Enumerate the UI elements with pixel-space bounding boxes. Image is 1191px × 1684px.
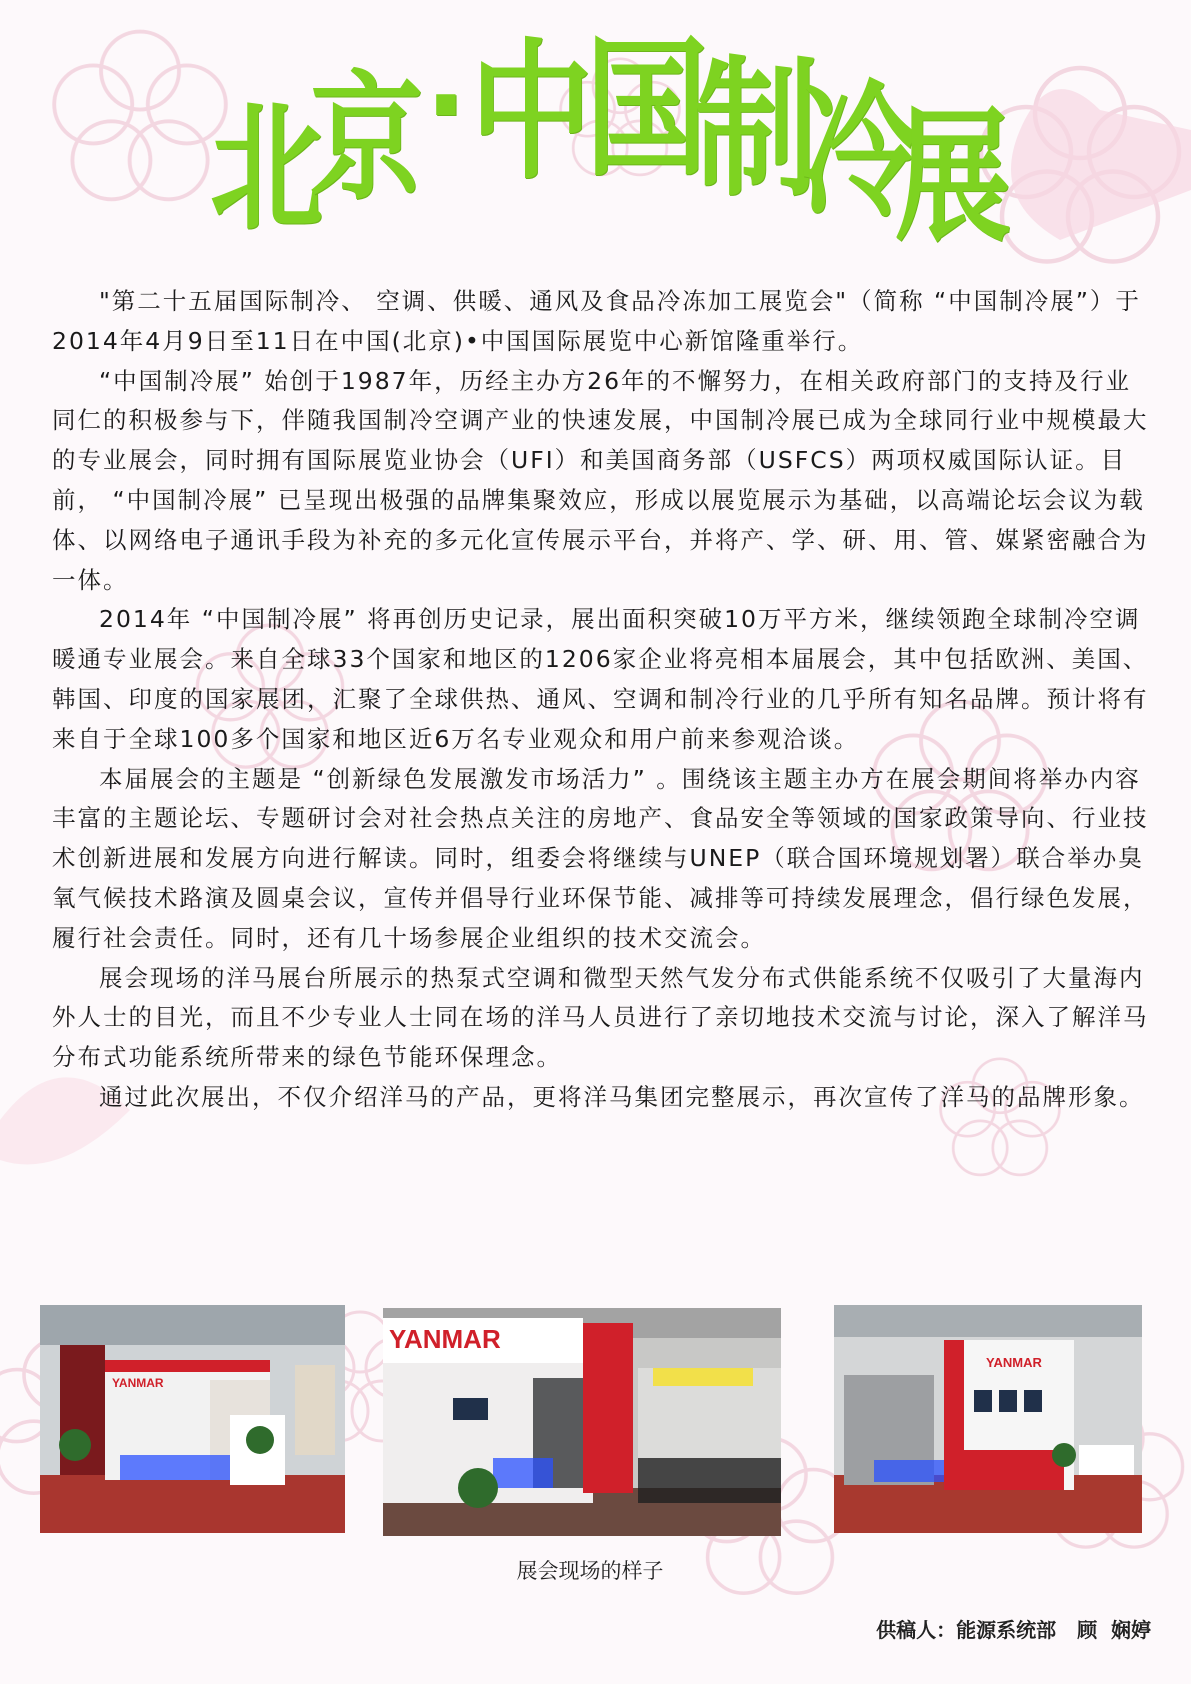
photo-caption: 展会现场的样子 bbox=[516, 1559, 664, 1583]
author-credit bbox=[876, 1614, 1151, 1643]
exhibition-photo-3 bbox=[834, 1305, 1142, 1533]
title-char: 北 bbox=[210, 88, 324, 249]
title-char: 冷 bbox=[800, 68, 919, 237]
article-paragraph: 通过此次展出，不仅介绍洋马的产品，更将洋马集团完整展示，再次宣传了洋马的品牌形象。 bbox=[99, 1082, 1145, 1111]
article-paragraph: “中国制冷展” 始创于1987年，历经主办方26年的不懈努力，在相关政府部门的支持及行业同仁的积极参与下，伴随我国制冷空调产业的快速发展，中国制冷展已成为全球同行业中规模最大的专业展会，同时拥有国际展览业协会（UFI）和美国商务部（USFCS）两项权威国际认证。目前， “中国制冷展” 已呈现出极强的品牌集聚效应，形成以展览展示为基础，以高端论坛会议为载体、以网络电子通讯手段为补充的多元化宣传展示平台，并将产、学、研、用、管、媒紧密融合为一体。 bbox=[52, 366, 1149, 594]
title-char: 制 bbox=[695, 43, 819, 217]
article-paragraph: "第二十五届国际制冷、 空调、供暖、通风及食品冷冻加工展览会"（简称 “中国制冷展”）于2014年4月9日至11日在中国(北京)•中国国际展览中心新馆隆重举行。 bbox=[52, 287, 1141, 355]
article-paragraph: 2014年 “中国制冷展” 将再创历史记录，展出面积突破10万平方米，继续领跑全球制冷空调暖通专业展会。来自全球33个国家和地区的1206家企业将亮相本届展会，其中包括欧洲、美国、韩国、印度的国家展团，汇聚了全球供热、通风、空调和制冷行业的几乎所有知名品牌。预计将有来自于全球100多个国家和地区近6万名专业观众和用户前来参观洽谈。 bbox=[52, 605, 1149, 753]
booth-logo-text: YANMAR bbox=[389, 1324, 501, 1354]
article-body bbox=[52, 282, 1152, 1118]
booth-logo-text: YANMAR bbox=[112, 1376, 164, 1390]
title-char: 国 bbox=[585, 23, 709, 197]
author-label: 供稿人：能源系统部 bbox=[876, 1618, 1057, 1642]
booth-logo-text: YANMAR bbox=[986, 1355, 1042, 1370]
title-char: 展 bbox=[895, 93, 1011, 262]
title-char: 中 bbox=[470, 26, 594, 200]
exhibition-photo-1 bbox=[40, 1305, 345, 1533]
title-char: · bbox=[425, 41, 467, 169]
article-paragraph: 展会现场的洋马展台所展示的热泵式空调和微型天然气发分布式供能系统不仅吸引了大量海内外人士的目光，而且不少专业人士同在场的洋马人员进行了亲切地技术交流与讨论，深入了解洋马分布式功能系统所带来的绿色节能环保理念。 bbox=[52, 963, 1149, 1072]
page-title bbox=[200, 23, 1011, 270]
author-name: 顾 娴婷 bbox=[1077, 1618, 1151, 1642]
title-char: 京 bbox=[310, 58, 424, 219]
exhibition-photo-2 bbox=[383, 1308, 781, 1536]
article-paragraph: 本届展会的主题是 “创新绿色发展激发市场活力” 。围绕该主题主办方在展会期间将举办内容丰富的主题论坛、专题研讨会对社会热点关注的房地产、食品安全等领域的国家政策导向、行业技术创新进展和发展方向进行解读。同时，组委会将继续与UNEP（联合国环境规划署）联合举办臭氧气候技术路演及圆桌会议，宣传并倡导行业环保节能、减排等可持续发展理念，倡行绿色发展，履行社会责任。同时，还有几十场参展企业组织的技术交流会。 bbox=[52, 764, 1149, 952]
